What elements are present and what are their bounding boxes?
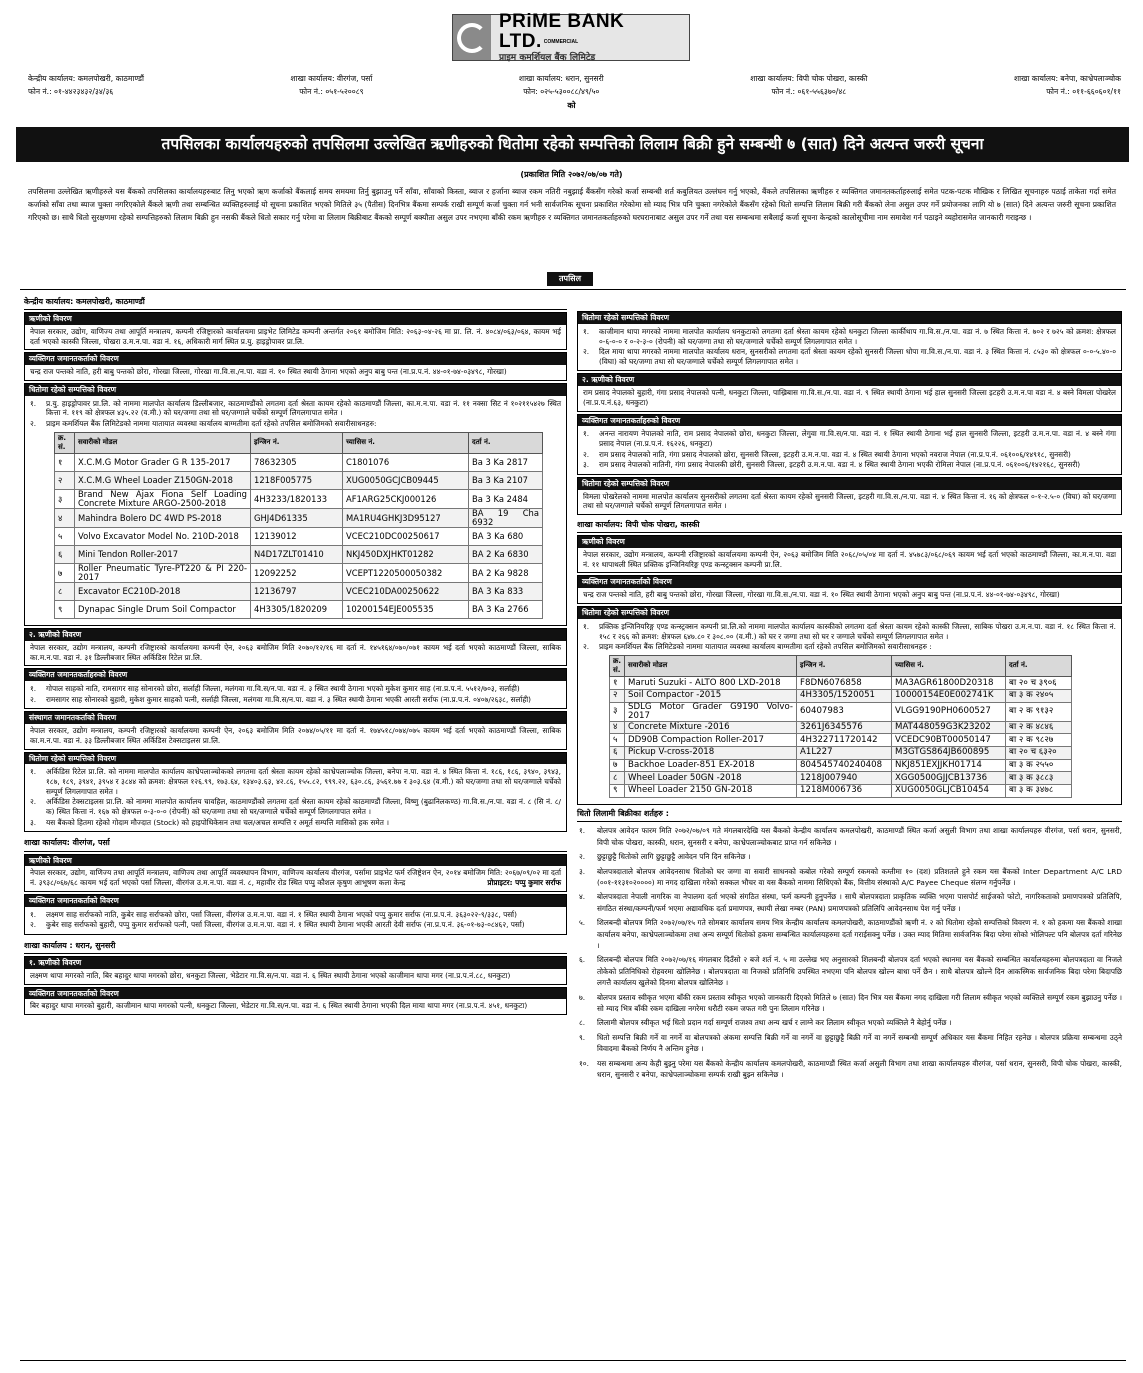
table-row: ८ Excavator EC210D-2018 12136797 VCEC210DA00250622 BA 3 Ka 833 (55, 583, 543, 601)
section-heading: ऋणीको विवरण (25, 313, 566, 325)
list-item: ३. बोलपत्रदाताले बोलपत्र आवेदनसाथ धितोको घर जग्गा वा सवारी साधनको कबोल गरेको सम्पूर्ण रकमको कम्तीमा १० (दश) प्रतिशतले हुने रकम यस बैंकको Inter Department A/C LRD (००१-११३१०२००००) मा नगद दाखिला गरेको सक्कल भौचर वा यस बैंकको नाममा सिधिएको बैंक, वित्तीय संस्थाको A/C Payee Cheque संलग्न गर्नुपर्नेछ । (579, 866, 1122, 887)
office-entry: शाखा कार्यालय: विपी चोक पोखरा, कास्की फोन नं.: ०६१-५५६३७०/४८ (750, 74, 868, 96)
table-row: ३ Brand New Ajax Fiona Self Loading Concrete Mixture ARGO-2500-2018 4H3233/1820133 AF1ARG25CKJ000126 Ba 3 Ka 2484 (55, 490, 543, 509)
table-row: ४ Mahindra Bolero DC 4WD PS-2018 GHJ4D61335 MA1RU4GHKJ3D95127 BA 19 Cha 6932 (55, 509, 543, 528)
column-header: इन्जिन नं. (797, 655, 892, 676)
borrower-section (24, 312, 567, 350)
vehicle-table (609, 655, 1072, 798)
section-body: नेपाल सरकार, उद्योग मन्त्रालय, कम्पनी रजिष्ट्रारको कार्यालयमा कम्पनी ऐन, २०६३ बमोजिम मिति २०७४/०५/११ मा दर्ता नं. १७४५१८/०७४/०७५ कायम भई दर्ता भएको काठमाण्डौं जिल्ला, साबिक का.म.न.पा. वडा नं. ३३ डिल्लीबजार स्थित अर्किडिस टेक्सटाइलस प्रा.लि. (30, 726, 561, 745)
guarantor-section (577, 414, 1122, 475)
list-item: १. अनन्त नारायण नेपालको नाति, राम प्रसाद नेपालको छोरा, धनकुटा जिल्ला, लेगुवा गा.वि.स/न.पा. वडा नं. १ स्थित स्थायी ठेगाना भई हाल सुनसरी जिल्ला, इटहरी उ.म.न.पा. वडा नं. ४ बस्ने गंगा प्रसाद नेपाल (ना.प्र.प.नं. १६२२६, धनकुटा) (583, 429, 1116, 449)
list-item: १. बोलपत्र आवेदन फारम मिति २०७२/०७/०९ गते मंगलबारदेखि यस बैंकको केन्द्रीय कार्यालय कमलपोखरी, काठमाण्डौं स्थित कर्जा असुली विभाग तथा शाखा कार्यालयहरु वीरगंज, पर्सा धरान, सुनसरी, विपी चोक पोखरा, कास्की, धरान, सुनसरी र बनेपा, काभ्रेपलाञ्चोकबाट प्राप्त गर्न सकिनेछ । (579, 826, 1122, 847)
institutional-guarantor-section (24, 711, 567, 749)
table-row: २ Soil Compactor -2015 4H3305/1520051 10000154E0E002741K बा ३ क २४०५ (610, 689, 1072, 702)
column-header: दर्ता नं. (1006, 655, 1072, 676)
collateral-section (24, 752, 567, 833)
section-body: नेपाल सरकार, उद्योग, वाणिज्य तथा आपूर्ति मन्त्रालय, वाणिज्य तथा आपूर्ति व्यवस्थापन विभाग, वाणिज्य कार्यालय वीरगंज, पर्सामा प्राइभेट फर्म रजिष्ट्रेशन ऐन, २०१४ बमोजिम मिति: २०६७/०९/०२ मा दर्ता नं. ३९३८/०६७/६८ कायम भई दर्ता भएको पर्सा जिल्ला, वीरगंज उ.म.न.पा. वडा नं. ८, महावीर रोड स्थित पप्पु कौशल कृषुण आभूषण कला केन्द्र (30, 868, 561, 888)
office-entry: केन्द्रीय कार्यालय: कमलपोखरी, काठमाण्डौं फोन नं.: ०१-४४२३४३२/३४/३६ (28, 74, 144, 96)
right-column (577, 295, 1122, 1083)
column-header: क्र. सं. (55, 432, 75, 453)
list-item: ४. बोलपत्रदाता नेपाली नागरिक वा नेपालमा दर्ता भएको संगठित संस्था, फर्म कम्पनी हुनुपर्नेछ । साथै बोलपत्रदाता प्राकृतिक व्यक्ति भएमा पासपोर्ट साईजको फोटो, नागरिकताको प्रमाणपत्रको प्रतिलिपि, संगठित संस्था/कम्पनी/फर्म भएमा अद्यावधिक दर्ता प्रमाणपत्र, स्थायी लेखा नम्बर (PAN) प्रमाणपत्रको प्रतिलिपि आवेदनसाथ पेश गर्नु पर्नेछ । (579, 892, 1122, 913)
section-heading: २. ऋणीको विवरण (578, 374, 1121, 386)
table-row: ८ Wheel Loader 50GN -2018 1218J007940 XGG0500GJJCB13736 बा ३ क ३८८३ (610, 772, 1072, 785)
collateral-section (577, 311, 1122, 371)
guarantor-section (24, 668, 567, 709)
office-title: शाखा कार्यालय: वीरगंज, पर्सा (24, 836, 567, 851)
section-heading: संस्थागत जमानतकर्ताको विवरण (25, 712, 566, 724)
list-item: १. गोपाल साहको नाति, रामसागर साह सोनारको छोरा, सर्लाही जिल्ला, मलंगवा गा.वि.स/न.पा. वडा नं. ३ स्थित स्थायी ठेगाना भएको मुकेश कुमार साह (ना.प्र.प.नं. ५५१२/७०३, सर्लाही) (30, 684, 520, 694)
borrower-section (24, 956, 567, 985)
table-row: ६ Mini Tendon Roller-2017 N4D17ZLT01410 NKJ450DXJHKT01282 BA 2 Ka 6830 (55, 546, 543, 564)
list-item: २. अर्किडिस टेक्सटाइलस प्रा.लि. को नाममा मालपोत कार्यालय चावहिल, काठमाण्डौंको लगतमा दर्ता श्रेस्ता कायम रहेको काठमाण्डौं जिल्ला, विष्णु (बुढानिलकण्ठ) गा.वि.स./न.पा. वडा नं. ८ (सि नं. ८/क) स्थित कित्ता नं. १६७ को क्षेत्रफल ०-३-०-० (रोपनी) को घर/जग्गा तथा सो घर/जग्गाले चर्चेको सम्पूर्ण लिगलगापात समेत । (30, 797, 561, 816)
notice-banner: तपसिलका कार्यालयहरुको तपसिलमा उल्लेखित ऋणीहरुको धितोमा रहेको सम्पत्तिको लिलाम बिक्री हुने सम्बन्धी ७ (सात) दिने अत्यन्त जरुरी सूचना (16, 127, 1129, 162)
office-title: केन्द्रीय कार्यालय: कमलपोखरी, काठमाण्डौं (24, 295, 567, 310)
office-list (28, 72, 1121, 98)
table-row: ९ Dynapac Single Drum Soil Compactor 4H3305/1820209 10200154EJE005535 BA 3 Ka 2766 (55, 601, 543, 619)
ko-label: को (567, 101, 576, 110)
section-body: बिर बहादुर थापा मगरको बुहारी, काजीमान थापा मगरको पत्नी, धनकुटा जिल्ला, भेडेटार गा.वि.स/न.पा. वडा नं. ६ स्थित स्थायी ठेगाना भएकी दिल माया थापा मगर (ना.प्र.प.नं. ४५१, धनकुटा) (30, 1001, 528, 1011)
tapsil-label: तपसिल (547, 272, 593, 286)
table-row: ३ SDLG Motor Grader G9190 Volvo-2017 60407983 VLGG9190PH0600527 बा २ क ९१३२ (610, 702, 1072, 721)
table-row: ५ Volvo Excavator Model No. 210D-2018 12139012 VCEC210DC00250617 BA 3 Ka 680 (55, 528, 543, 546)
vehicle-table (54, 432, 543, 619)
collateral-section (577, 477, 1122, 515)
guarantor-section (577, 575, 1122, 604)
borrower-section (24, 854, 567, 892)
column-header: सवारीको मोडल (75, 432, 251, 453)
list-item: ६. शिलबन्दी बोलपत्र मिति २०७२/०७/१६ मंगलबार दिउँसो २ बजे शर्त नं. ५ मा उल्लेख भए अनुसारको शिलबन्दी बोलपत्र दर्ता भएको स्थानमा यस बैंकको सम्बन्धित कार्यालयहरुमा बोलपत्रदाता वा निजले तोकेको प्रतिनिधिको रोहवरमा खोलिनेछ । बोलपत्रदाता वा निजको प्रतिनिधि उपस्थित नभएमा पनि बोलपत्र खोल्न बाधा पर्ने छैन । साथै बोलपत्र खोल्ने दिन आकस्मिक सार्वजनिक बिदा परेमा बिदापछि लगत्तै कार्यालय खुलेको दिनमा बोलपत्र खोलिनेछ । (579, 955, 1122, 988)
terms-list (577, 825, 1122, 1080)
list-item: ३. यस बैंकको हितमा रहेको गोदाम मौज्दात (Stock) को हाइपोथिकेसन तथा चल/अचल सम्पत्ति र अमूर्त सम्पत्ति मासिको हक समेत । (30, 817, 390, 827)
section-heading: धितोमा रहेको सम्पत्तिको विवरण (578, 478, 1121, 490)
logo-name: PRiME BANK LTD. $^{COMMERCIAL}$ (498, 10, 625, 52)
section-heading: १. ऋणीको विवरण (25, 957, 566, 969)
divider (20, 289, 1126, 290)
list-item: २. रामसागर साह सोनारको बुहारी, मुकेश कुमार साहको पत्नी, सर्लाही जिल्ला, मलंगवा गा.वि.स/न.पा. वडा नं. ३ स्थित स्थायी ठेगाना भएकी आरती सर्राफ (ना.प्र.प.नं. ०४०७/२६३८, सर्लाही) (30, 694, 531, 704)
section-body: विमला पोखरेलको नाममा मालपोत कार्यालय सुनसरीको लगतमा दर्ता श्रेस्ता कायम रहेको सुनसरी जिल्ला, इटहरी गा.वि.स./न.पा. वडा नं. ४ स्थित कित्ता नं. १६ को क्षेत्रफल ०-१-२.५-० (विघा) को घर/जग्गा तथा सो घर/जग्गाले चर्चेको सम्पूर्ण लिगलगापात समेत । (583, 491, 1116, 511)
office-entry: शाखा कार्यालय: धरान, सुनसरी फोन: ०२५-५३००८८/४९/५० (518, 74, 604, 96)
table-row: १ Maruti Suzuki - ALTO 800 LXD-2018 F8DN6076858 MA3AGR61800D20318 बा २० च ३९०६ (610, 677, 1072, 690)
list-item: १. लक्ष्मण साह सर्राफको नाति, कुबेर साह सर्राफको छोरा, पर्सा जिल्ला, वीरगंज उ.म.न.पा. वडा नं. १ स्थित स्थायी ठेगाना भएको पप्पु कुमार सर्राफ (ना.प्र.प.नं. ३६३०२२-९/३३८, पर्सा) (30, 909, 517, 919)
list-item: ३. राम प्रसाद नेपालको नातिनी, गंगा प्रसाद नेपालकी छोरी, सुनसरी जिल्ला, इटहरी उ.म.न.पा. वडा नं. ४ स्थित स्थायी ठेगाना भएकी रोमिला नेपाल (ना.प्र.प.नं. ०६१००६/१४२१६८, सुनसरी) (583, 460, 1081, 470)
section-heading: धितोमा रहेको सम्पत्तिको विवरण (25, 384, 566, 396)
section-body: राम प्रसाद नेपालको बुहारी, गंगा प्रसाद नेपालको पत्नी, धनकुटा जिल्ला, पाख्रिबास गा.वि.स./न.पा. वडा नं. ९ स्थित स्थायी ठेगाना भई हाल सुनसरी जिल्ला इटहरी उ.म.न.पा वडा नं. ४ बस्ने विमला पोखरेल (ना.प्र.प.नं.६३, धनकुटा) (583, 388, 1116, 407)
left-column (24, 295, 567, 1015)
section-heading: व्यक्तिगत जमानतकर्ताको विवरण (578, 576, 1121, 588)
column-header: च्यासिस नं. (343, 432, 469, 453)
list-item: १. काजीमान थापा मगरको नाममा मालपोत कार्यालय धनकुटाको लगतमा दर्ता श्रेस्ता कायम रहेको धनकुटा जिल्ला कार्कीथाप गा.वि.स./न.पा. वडा नं. ७ स्थित कित्ता नं. ७०२ र ७२५ को क्रमश: क्षेत्रफल ०-६-०-० र ०-२-३-० (रोपनी) को घर/जग्गा तथा सो घर/जग्गाले चर्चेको सम्पूर्ण लिगलगापात समेत । (583, 326, 1116, 346)
guarantor-section (24, 894, 567, 935)
terms-title: धितो लिलामी बिक्रीका शर्तहरु : (577, 809, 1122, 823)
list-item: ५. शिलबन्दी बोलपत्र मिति २०७२/०७/१५ गते सोमबार कार्यालय समय भित्र केन्द्रीय कार्यालय कमलपोखरी, काठमाण्डौंको ऋणी नं. २ को धितोमा रहेको सम्पत्तिको विवरण नं. १ को हकमा यस बैंकको शाखा कार्यालय बनेपा, काभ्रेपलाञ्चोकमा तथा अन्य सम्पूर्ण धितोको हकमा सम्बन्धित कार्यालयहरुमा दर्ता गराईसक्नु पर्नेछ । उक्त म्याद मितिमा सार्वजनिक बिदा परेमा सोको भोलिपल्ट पनि बोलपत्र दर्ता गरिनेछ । (579, 918, 1122, 950)
section-body: चन्द्र राज पन्तको नाति, हरी बाबु पन्तको छोरा, गोरखा जिल्ला, गोरखा गा.वि.स./न.पा. वडा नं. १० स्थित स्थायी ठेगाना भएको अनुप बाबु पन्त (ना.प्र.प.नं. ४४-०१-७४-०३४९८, गोरखा) (583, 590, 1060, 600)
section-heading: ऋणीको विवरण (25, 855, 566, 867)
divider (20, 1360, 1126, 1361)
list-item: २. राम प्रसाद नेपालको नाति, गंगा प्रसाद नेपालको छोरा, सुनसरी जिल्ला, इटहरी उ.म.न.पा. वडा नं. ४ स्थित स्थायी ठेगाना भएको नवराज नेपाल (ना.प्र.प.नं. ०६१००६/१४९१८, सुनसरी) (583, 449, 1071, 459)
table-row: ७ Backhoe Loader-851 EX-2018 804545740240408 NKJ851EXJJKH01714 बा ३ क २५५० (610, 759, 1072, 772)
section-heading: २. ऋणीको विवरण (25, 629, 566, 641)
guarantor-section (24, 987, 567, 1016)
list-item: २. छुट्टाछुट्टै धितोको लागि छुट्टाछुट्टै आवेदन पनि दिन सकिनेछ । (579, 852, 751, 862)
section-body: नेपाल सरकार, उद्योग, वाणिज्य तथा आपूर्ति मन्त्रालय, कम्पनी रजिष्ट्रारको कार्यालयमा प्राइभेट लिमिटेड कम्पनी अन्तर्गत २०६१ बमोजिम मिति: २०६३-०४-२६ मा प्रा. लि. नं. ४०८४/०६३/०६४, कायम भई दर्ता भएको कास्की जिल्ला, पोखरा उ.म.न.पा. वडा नं. १६, अधिकारी मार्ग स्थित प्र.यु. हाइड्रोपावर प्रा.लि. (30, 327, 561, 346)
table-row: ६ Pickup V-cross-2018 A1L227 M3GTGS864JB600895 बा २० च ६३२० (610, 746, 1072, 759)
collateral-section (577, 606, 1122, 805)
office-entry: शाखा कार्यालय: बनेपा, काभ्रेपलाञ्चोक फोन नं.: ०११-६६०६०१/११ (1014, 74, 1121, 96)
table-row: २ X.C.M.G Wheel Loader Z150GN-2018 1218F005775 XUG0050GCJCB09445 Ba 3 Ka 2107 (55, 472, 543, 490)
column-header: क्र. सं. (610, 655, 625, 676)
section-body: लक्ष्मण थापा मगरको नाति, बिर बहादुर थापा मगरको छोरा, धनकुटा जिल्ला, भेडेटार गा.वि.स/न.पा. वडा नं. ६ स्थित स्थायी ठेगाना भएको काजीमान थापा मगर (ना.प्र.प.नं.८८, धनकुटा) (30, 970, 511, 980)
list-item: ८. लिलामी बोलपत्र स्वीकृत भई धितो प्रदान गर्दा सम्पूर्ण राजश्व तथा अन्य खर्च र लाग्ने कर लिलाम स्वीकृत भएको व्यक्तिले नै बेहोर्नु पर्नेछ । (579, 1018, 952, 1028)
section-body: नेपाल सरकार, उद्योग मन्त्रालय, कम्पनी रजिष्ट्रारको कार्यालयमा कम्पनी ऐन, २०६३ बमोजिम मिति २०७०/१२/१६ मा दर्ता नं. १४५१६४/०७०/०७१ कायम भई दर्ता भएको काठमाण्डौं जिल्ला, साबिक का.म.न.पा. वडा नं. ३१ डिल्लीबजार स्थित अर्किडिस रिटेल प्रा.लि. (30, 643, 561, 662)
table-row: १ X.C.M.G Motor Grader G R 135-2017 78632305 C1801076 Ba 3 Ka 2817 (55, 454, 543, 472)
list-item: २. कुबेर साह सर्राफको बुहारी, पप्पु कुमार सर्राफको पत्नी, पर्सा जिल्ला, वीरगंज उ.म.न.पा. वडा नं. १ स्थित स्थायी ठेगाना भएकी आरती देवी सर्राफ (ना.प्र.प.नं. ३६-०१-७३-०८४६२, पर्सा) (30, 920, 525, 930)
section-heading: धितोमा रहेको सम्पत्तिको विवरण (578, 312, 1121, 324)
column-header: इन्जिन नं. (251, 432, 343, 453)
section-heading: धितोमा रहेको सम्पत्तिको विवरण (25, 753, 566, 765)
collateral-section (24, 383, 567, 626)
guarantor-section (24, 352, 567, 381)
section-body: नेपाल सरकार, उद्योग मन्त्रालय, कम्पनी रजिष्ट्रारको कार्यालयमा कम्पनी ऐन, २०६३ बमोजिम मिति २०६८/०५/०४ मा दर्ता नं. ४५७८३/०६८/०६९ कायम भई दर्ता भएको काठमाण्डौं जिल्ला, का.म.न.पा. वडा नं. ११ थापाथली स्थित प्रक्तिक इन्जिनियरिङ्ग एण्ड कन्स्ट्रक्सन कम्पनी प्रा.लि. (583, 550, 1116, 569)
column-header: सवारीको मोडल (625, 655, 797, 676)
bank-logo (452, 10, 690, 63)
office-title: शाखा कार्यालय: विपी चोक पोखरा, कास्की (577, 518, 1122, 533)
list-item: १. प्र.यु. हाइड्रोपावर प्रा.लि. को नाममा मालपोत कार्यालय डिल्लीबजार, काठमाण्डौंको लगतमा दर्ता श्रेस्ता कायम रहेको काठमाण्डौं जिल्ला, का.म.न.पा. वडा नं. ११ नक्सा सिट नं १०२११५४२७ स्थित कित्ता नं. ११९ को क्षेत्रफल ४३५.२२ (व.मी.) को घर/जग्गा तथा सो घर/जग्गाले चर्चेको सम्पूर्ण लिगलगापात समेत । (30, 398, 561, 418)
list-item: २. दिल माया थापा मगरको नाममा मालपोत कार्यालय धरान, सुनसरीको लगतमा दर्ता श्रेस्ता कायम रहेको सुनसरी जिल्ला धोपा गा.वि.स./न.पा. वडा नं. ३ स्थित कित्ता नं. ८५३० को क्षेत्रफल ०-०-५.४०-० (विघा) को घर/जग्गा तथा सो घर/जग्गाले चर्चेको सम्पूर्ण लिगलगापात समेत । (583, 347, 1116, 366)
proprietor: प्रोप्राइटर: पप्पु कुमार सर्राफ (487, 878, 561, 888)
office-entry: शाखा कार्यालय: वीरगंज, पर्सा फोन नं.: ०५१-५२००८९ (290, 74, 373, 96)
list-item: ७. बोलपत्र प्रस्ताव स्वीकृत भएमा बाँकी रकम प्रस्ताव स्वीकृत भएको जानकारी दिएको मितिले ७ (सात) दिन भित्र यस बैंकमा नगद दाखिला गरी लिलाम स्वीकृत भएको व्यक्तिले सम्पूर्ण रकम बुझाउनु पर्नेछ । सो म्याद भित्र बाँकी रकम दाखिला नगरेमा धरौटी रकम जफत गरी पुनः लिलाम गरिनेछ । (579, 992, 1122, 1013)
borrower-section (24, 628, 567, 666)
borrower-section (577, 535, 1122, 573)
list-item: २. प्राइम कमर्शियल बैंक लिमिटेडको नाममा यातायात व्यवस्था कार्यालय बाग्मतीमा दर्ता रहेको तपसिल बमोजिमको सवारीसाधनहरु : (583, 642, 932, 652)
column-header: च्यासिस नं. (892, 655, 1006, 676)
section-heading: व्यक्तिगत जमानतकर्ताको विवरण (25, 988, 566, 1000)
logo-subtitle: प्राइम कमर्शियल बैंक लिमिटेड (498, 52, 596, 63)
borrower-section (577, 373, 1122, 411)
logo-emblem-icon (453, 15, 491, 60)
list-item: ९. धितो सम्पत्ति बिक्री गर्ने वा नगर्ने वा बोलपत्रको अंकमा सम्पत्ति बिक्री गर्ने वा नगर्ने वा छुट्टाछुट्टै बिक्री गर्ने वा नगर्ने सम्बन्धी सम्पूर्ण अधिकार यस बैंकमा निहित रहनेछ । बोलपत्र प्रक्रिया सम्बन्धमा उठ्ने विवादमा बैंकको निर्णय नै अन्तिम हुनेछ । (579, 1032, 1122, 1054)
list-item: १०. यस सम्बन्धमा अन्य केही बुझ्नु परेमा यस बैंकको केन्द्रीय कार्यालय कमलपोखरी, काठमाण्डौं स्थित कर्जा असुली विभाग तथा शाखा कार्यालयहरु वीरगंज, पर्सा धरान, सुनसरी, विपी चोक पोखरा, कास्की, धरान, सुनसरी र बनेपा, काभ्रेपलाञ्चोकमा सम्पर्क राखी बुझ्न सकिनेछ । (579, 1058, 1122, 1079)
table-row: ७ Roller Pneumatic Tyre-PT220 & PI 220-2017 12092252 VCEPT1220500050382 BA 2 Ka 9828 (55, 564, 543, 583)
section-heading: व्यक्तिगत जमानतकर्ताहरुको विवरण (578, 415, 1121, 427)
list-item: १. प्रक्तिक इन्जिनियरिङ्ग एण्ड कन्स्ट्रक्सन कम्पनी प्रा.लि.को नाममा मालपोत कार्यालय कास्कीको लगतमा दर्ता श्रेस्ता कायम रहेको कास्की जिल्ला, साबिक पोखरा उ.म.न.पा. वडा नं. १८ स्थित कित्ता नं. १५८ र २६६ को क्रमश: क्षेत्रफल ६४७.८० र ३०८.०० (व.मी.) को घर र जग्गा तथा सो घर र जग्गाले चर्चेको सम्पूर्ण लिगलगापात समेत । (583, 621, 1116, 641)
publication-date: (प्रकाशित मिति २०७२/०७/०७ गते) (520, 170, 623, 179)
section-body: चन्द्र राज पन्तको नाति, हरी बाबु पन्तको छोरा, गोरखा जिल्ला, गोरखा गा.वि.स./न.पा. वडा नं. १० स्थित स्थायी ठेगाना भएको अनुप बाबु पन्त (ना.प्र.प.नं. ४४-०१-७४-०३४९८, गोरखा) (30, 367, 507, 377)
office-title: शाखा कार्यालय : धरान, सुनसरी (24, 939, 567, 954)
list-item: २. प्राइम कमर्शियल बैंक लिमिटेडको नाममा यातायात व्यवस्था कार्यालय बाग्मतीमा दर्ता रहेको तपसिल बमोजिमको सवारीसाधनहरु: (30, 419, 377, 429)
column-header: दर्ता नं. (469, 432, 543, 453)
section-heading: व्यक्तिगत जमानतकर्ताहरुको विवरण (25, 669, 566, 681)
section-heading: व्यक्तिगत जमानतकर्ताको विवरण (25, 353, 566, 365)
intro-paragraph: तपसिलमा उल्लेखित ऋणीहरुले यस बैंकको तपसिलका कार्यालयहरुबाट लिनु भएको ऋण कर्जाको बैंकलाई समय समयमा तिर्नु बुझाउनु पर्ने साँवा, साँवाको किस्ता, ब्याज र हर्जाना ब्याज रकम नतिरी नबुझाई बैंकसँग गरेको कर्जा सम्बन्धी शर्त कबुलियत उल्लंघन गर्नु भएको, बैंकले तपसिलका ऋणीहरु र व्यक्तिगत जमानतकर्ताहरुलाई समेत पटक-पटक मौखिक र लिखित सूचनाहरु पठाई ताकेता गर्दा समेत कर्जाको साँवा तथा ब्याज चुक्ता नगरिएकोले बैंकले ऋणी तथा सम्बन्धित व्यक्तिहरुलाई यो सूचना प्रकाशित भएको मितिले ३५ (पैतीस) दिनभित्र बैंकमा सम्पर्क राखी सम्पूर्ण कर्जा चुक्ता गर्न भनी सार्वजनिक सूचना प्रकाशित गरेकोमा सो म्याद भित्र पनि चुक्ता नगरेकोले बैंकसँग रहेको धितो सम्पत्ति लिलाम बिक्री गरी बैंकको लेना असुल उपर गर्ने प्रयोजनका लागि यो ७ (सात) दिने अत्यन्त जरुरी सूचना प्रकाशित गरिएको छ। साथै धितो सुरक्षणमा रहेको सम्पत्तिहरुको लिलाम बिक्री हुन नसकी बैंकले धितो सकार गर्नु परेमा वा लिलाम बिक्रीबाट बैंकको सम्पूर्ण बक्यौता असुल उपर नभएमा बाँकी रकम ऋणीहरु र व्यक्तिगत जमानतकर्ताहरुको घरघरानाबाट असुल उपर गर्ने तथा यस सम्बन्धमा सबैलाई कर्जा सूचना केन्द्रको कालोसूचीमा नाम समावेश गर्न पठाइने व्यहोरासमेत जानकारी गराइन्छ । (28, 187, 1116, 223)
list-item: १. अर्किडिस रिटेल प्रा.लि. को नाममा मालपोत कार्यालय काभ्रेपलाञ्चोकको लगतमा दर्ता श्रेस्ता कायम रहेको काभ्रेपलाञ्चोक जिल्ला, बनेपा न.पा. वडा नं. ४ स्थित कित्ता नं. १८६, १८६, ३९४०, ३९४३, १८७, १८९, ३९४१, ३९५४ र ३८४४ को क्रमश: क्षेत्रफल १२६.९९, १७३.६४, १३४०३.६३, ४२.८६, १५५.८२, ९९९.२२, ६३०.८६, ३५६१.७७ र ३०३.६४ (व.मी.) को घर/जग्गा तथा सो घर/जग्गाले चर्चेको सम्पूर्ण लिगलगापात समेत । (30, 767, 561, 796)
section-heading: ऋणीको विवरण (578, 536, 1121, 548)
section-heading: धितोमा रहेको सम्पत्तिको विवरण (578, 607, 1121, 619)
table-row: ५ DD90B Compaction Roller-2017 4H322711720142 VCEDC90BT00050147 बा २ क ९८२७ (610, 734, 1072, 747)
section-heading: व्यक्तिगत जमानतकर्ताको विवरण (25, 895, 566, 907)
table-row: ४ Concrete Mixture -2016 3261J6345576 MAT448059G3K23202 बा २ क ४८४६ (610, 721, 1072, 734)
table-row: ९ Wheel Loader 2150 GN-2018 1218M006736 XUG0050GLJCB10454 बा ३ क ३४७८ (610, 785, 1072, 798)
